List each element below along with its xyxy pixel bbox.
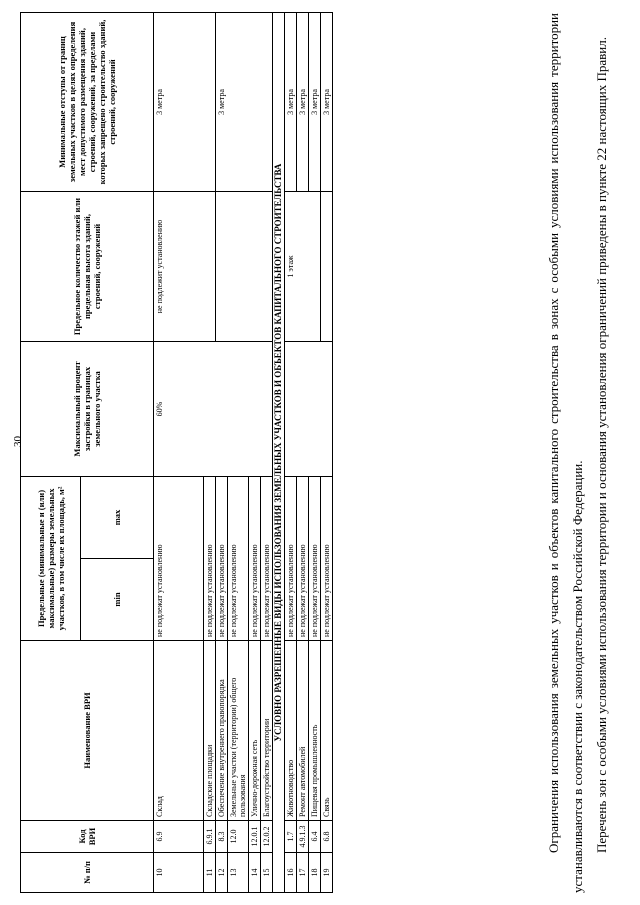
row-num: 11 [204,853,216,893]
section-row [273,13,285,893]
size-cell: не подлежат установлению [261,477,273,641]
setback-cell: 3 метра [309,13,321,192]
row-code: 6.9 [154,821,204,853]
section-conditional: УСЛОВНО РАЗРЕШЕННЫЕ ВИДЫ ИСПОЛЬЗОВАНИЯ ЗЕМЕЛЬНЫХ УЧАСТКОВ И ОБЪЕКТОВ КАПИТАЛЬНОГО СТРОИТЕЛЬСТВА [273,13,285,893]
row-num: 10 [154,853,204,893]
row-code: 1.7 [285,821,297,853]
col-num: № п/п [21,853,154,893]
col-size-group: Предельные (минимальные и (или) максимальные) размеры земельных участков, в том числе их площадь, м² [21,477,81,641]
col-setback: Минимальные отступы от границ земельных участков в целях определения мест допустимого размещения зданий, строений, сооружений, за пределами которых запрещено строительство зданий, строений, сооружений [21,13,154,192]
page-number: 30 [12,436,24,447]
row-code: 12.0.1 [249,821,261,853]
floors-cell: 1 этаж [285,192,321,342]
paragraph-restrictions: Ограничения использования земельных участков и объектов капитального строительства в зонах с особыми условиями использования территории устанавливаются в соответствии с законодательством Российской Федерации. [546,13,585,893]
row-num: 13 [228,853,249,893]
row-code: 6.9.1 [204,821,216,853]
row-code: 6.8 [321,821,333,853]
floors-cell: не подлежит установлению [154,192,216,342]
size-cell: не подлежат установлению [285,477,297,641]
row-num: 12 [216,853,228,893]
row-num: 16 [285,853,297,893]
row-num: 14 [249,853,261,893]
size-cell: не подлежат установлению [297,477,309,641]
col-floors: Предельное количество этажей или предельная высота зданий, строений, сооружений [21,192,154,342]
col-max: max [81,477,154,559]
table-row [285,13,297,893]
size-cell: не подлежат установлению [154,477,204,641]
size-cell: не подлежат установлению [309,477,321,641]
setback-cell: 3 метра [216,13,273,192]
size-cell: не подлежат установлению [216,477,228,641]
row-name: Земельные участки (территории) общего пользования [228,641,249,821]
paragraph-zone-list: Перечень зон с особыми условиями использования территории и основания установления ограничений приведены в пункте 22 настоящих Правил. [594,37,609,853]
table-row [154,13,204,893]
table-header-row [21,13,81,893]
row-name: Благоустройство территории [261,641,273,821]
row-name: Улично-дорожная сеть [249,641,261,821]
col-min: min [81,559,154,641]
row-name: Ремонт автомобилей [297,641,309,821]
row-code: 8.3 [216,821,228,853]
rotated-page [20,13,620,893]
row-num: 15 [261,853,273,893]
setback-cell: 3 метра [154,13,216,192]
size-cell: не подлежат установлению [249,477,261,641]
row-code: 12.0 [228,821,249,853]
row-code: 4.9.1.3 [297,821,309,853]
floors-cell-empty [216,192,273,342]
row-name: Обеспечение внутреннего правопорядка [216,641,228,821]
size-cell: не подлежат установлению [228,477,249,641]
setback-cell: 3 метра [297,13,309,192]
row-code: 12.0.2 [261,821,273,853]
pct-cell: 60% [154,342,273,477]
zoning-table [20,12,333,893]
row-name: Животноводство [285,641,297,821]
size-cell: не подлежат установлению [321,477,333,641]
setback-cell: 3 метра [321,13,333,192]
row-num: 18 [309,853,321,893]
setback-cell: 3 метра [285,13,297,192]
row-name: Склад [154,641,204,821]
size-cell: не подлежат установлению [204,477,216,641]
row-code: 6.4 [309,821,321,853]
row-num: 17 [297,853,309,893]
row-name: Связь [321,641,333,821]
pct-cell-empty [285,342,333,477]
row-name: Складские площадки [204,641,216,821]
row-name: Пищевая промышленность [309,641,321,821]
col-name: Наименование ВРИ [21,641,154,821]
row-num: 19 [321,853,333,893]
col-pct: Максимальный процент застройки в границах земельного участка [21,342,154,477]
floors-cell-empty [321,192,333,342]
col-code: Код ВРИ [21,821,154,853]
